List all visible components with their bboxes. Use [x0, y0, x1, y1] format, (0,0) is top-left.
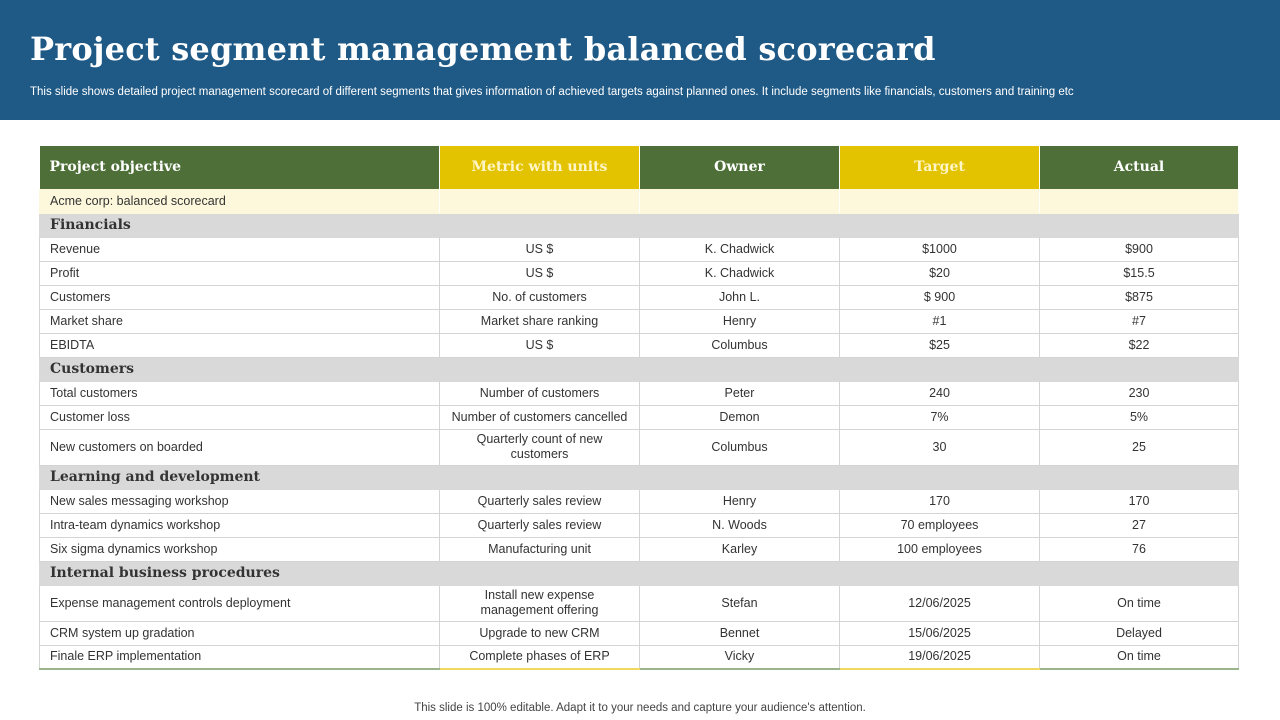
acme-row [40, 189, 1239, 213]
objective-cell: New sales messaging workshop [40, 489, 440, 513]
objective-cell: Customer loss [40, 405, 440, 429]
actual-cell: $15.5 [1040, 261, 1239, 285]
actual-cell: 170 [1040, 489, 1239, 513]
scorecard-table [39, 146, 1239, 670]
metric-cell: US $ [440, 261, 640, 285]
objective-cell: EBIDTA [40, 333, 440, 357]
footer-note: This slide is 100% editable. Adapt it to your needs and capture your audience's attention. [414, 702, 866, 714]
actual-cell: 25 [1040, 429, 1239, 465]
column-header-actual: Actual [1040, 146, 1239, 189]
table-row [40, 429, 1239, 465]
target-cell: #1 [840, 309, 1040, 333]
table-row [40, 489, 1239, 513]
target-cell: 240 [840, 381, 1040, 405]
table-row [40, 405, 1239, 429]
header-banner [0, 0, 1280, 120]
section-row-internal [40, 561, 1239, 585]
actual-cell: $22 [1040, 333, 1239, 357]
table-row [40, 537, 1239, 561]
target-cell: 170 [840, 489, 1040, 513]
actual-cell: 27 [1040, 513, 1239, 537]
metric-cell: Upgrade to new CRM [440, 621, 640, 645]
objective-cell: Intra-team dynamics workshop [40, 513, 440, 537]
objective-cell: Revenue [40, 237, 440, 261]
metric-cell: No. of customers [440, 285, 640, 309]
owner-cell: Vicky [640, 645, 840, 669]
section-title: Financials [40, 213, 1239, 237]
target-cell: 70 employees [840, 513, 1040, 537]
target-cell: $25 [840, 333, 1040, 357]
metric-cell: Quarterly sales review [440, 513, 640, 537]
objective-cell: Profit [40, 261, 440, 285]
target-cell: 15/06/2025 [840, 621, 1040, 645]
acme-label: Acme corp: balanced scorecard [40, 189, 440, 213]
objective-cell: Market share [40, 309, 440, 333]
metric-cell: Quarterly count of new customers [440, 429, 640, 465]
target-cell: $ 900 [840, 285, 1040, 309]
metric-cell: Market share ranking [440, 309, 640, 333]
actual-cell: Delayed [1040, 621, 1239, 645]
table-header-row [40, 146, 1239, 189]
objective-cell: CRM system up gradation [40, 621, 440, 645]
table-row [40, 309, 1239, 333]
scorecard-table-wrapper [39, 146, 1238, 670]
section-title: Internal business procedures [40, 561, 1239, 585]
column-header-objective: Project objective [40, 146, 440, 189]
target-cell: $1000 [840, 237, 1040, 261]
objective-cell: Six sigma dynamics workshop [40, 537, 440, 561]
objective-cell: Expense management controls deployment [40, 585, 440, 621]
owner-cell: Columbus [640, 429, 840, 465]
owner-cell: Henry [640, 489, 840, 513]
table-row [40, 513, 1239, 537]
actual-cell: $900 [1040, 237, 1239, 261]
objective-cell: Total customers [40, 381, 440, 405]
column-header-metric: Metric with units [440, 146, 640, 189]
column-header-target: Target [840, 146, 1040, 189]
metric-cell: Install new expense management offering [440, 585, 640, 621]
table-row [40, 381, 1239, 405]
metric-cell: Quarterly sales review [440, 489, 640, 513]
target-cell: 7% [840, 405, 1040, 429]
metric-cell: Number of customers [440, 381, 640, 405]
table-row [40, 333, 1239, 357]
metric-cell: Number of customers cancelled [440, 405, 640, 429]
owner-cell: K. Chadwick [640, 237, 840, 261]
page-subtitle: This slide shows detailed project management scorecard of different segments that gives information of achieved targets against planned ones. It include segments like financials, customers and training etc [30, 86, 1074, 98]
actual-cell: 5% [1040, 405, 1239, 429]
actual-cell: 230 [1040, 381, 1239, 405]
owner-cell: Henry [640, 309, 840, 333]
table-row [40, 237, 1239, 261]
owner-cell: Columbus [640, 333, 840, 357]
section-row-learning [40, 465, 1239, 489]
target-cell: 12/06/2025 [840, 585, 1040, 621]
owner-cell: Demon [640, 405, 840, 429]
target-cell: 100 employees [840, 537, 1040, 561]
owner-cell: K. Chadwick [640, 261, 840, 285]
target-cell: $20 [840, 261, 1040, 285]
target-cell: 19/06/2025 [840, 645, 1040, 669]
table-row [40, 285, 1239, 309]
owner-cell: John L. [640, 285, 840, 309]
table-row [40, 621, 1239, 645]
owner-cell: Karley [640, 537, 840, 561]
actual-cell: 76 [1040, 537, 1239, 561]
section-title: Customers [40, 357, 1239, 381]
section-title: Learning and development [40, 465, 1239, 489]
actual-cell: On time [1040, 645, 1239, 669]
target-cell: 30 [840, 429, 1040, 465]
owner-cell: N. Woods [640, 513, 840, 537]
actual-cell: On time [1040, 585, 1239, 621]
objective-cell: Finale ERP implementation [40, 645, 440, 669]
metric-cell: Complete phases of ERP [440, 645, 640, 669]
column-header-owner: Owner [640, 146, 840, 189]
metric-cell: US $ [440, 333, 640, 357]
table-row [40, 585, 1239, 621]
table-row [40, 261, 1239, 285]
actual-cell: #7 [1040, 309, 1239, 333]
objective-cell: Customers [40, 285, 440, 309]
owner-cell: Peter [640, 381, 840, 405]
section-row-financials [40, 213, 1239, 237]
owner-cell: Stefan [640, 585, 840, 621]
owner-cell: Bennet [640, 621, 840, 645]
metric-cell: Manufacturing unit [440, 537, 640, 561]
actual-cell: $875 [1040, 285, 1239, 309]
objective-cell: New customers on boarded [40, 429, 440, 465]
page-title: Project segment management balanced scorecard [30, 30, 936, 68]
section-row-customers [40, 357, 1239, 381]
table-row [40, 645, 1239, 669]
metric-cell: US $ [440, 237, 640, 261]
